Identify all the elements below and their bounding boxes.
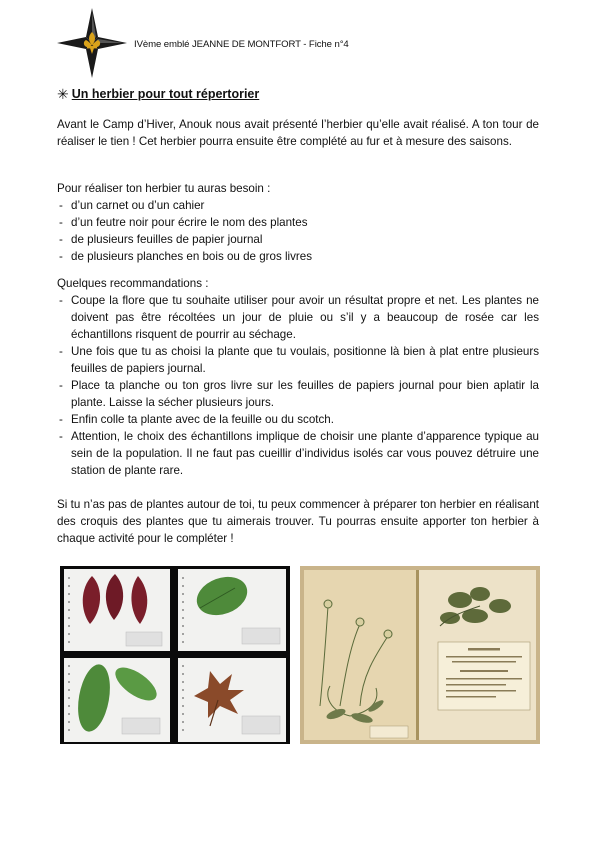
specimen-label — [438, 642, 530, 710]
herbarium-page-brown-leaf — [178, 658, 286, 742]
list-item: - d’un feutre noir pour écrire le nom des plantes — [57, 214, 539, 231]
list-item: - Une fois que tu as choisi la plante que tu voulais, positionne là bien à plat entre plusieurs feuilles de papiers journal. — [57, 343, 539, 377]
needs-label: Pour réaliser ton herbier tu auras besoin : — [57, 182, 271, 195]
herbarium-page-red-leaves — [64, 569, 170, 651]
page-header: IVème emblé JEANNE DE MONTFORT - Fiche n°4 — [134, 39, 349, 50]
intro-paragraph: Avant le Camp d’Hiver, Anouk nous avait présenté l’herbier qu’elle avait réalisé. A ton tour de réaliser le tien ! Cet herbier pourra ensuite être complété au fur et à mesure des saisons. — [57, 118, 539, 148]
list-item: - Enfin colle ta plante avec de la feuille ou du scotch. — [57, 411, 539, 428]
recommendations-list — [57, 292, 539, 479]
antique-herbarium-photo — [300, 566, 540, 744]
scout-logo — [57, 8, 127, 78]
list-item: - Attention, le choix des échantillons implique de choisir une plante d’apparence typique au sein de la population. Il ne faut pas cueillir d’individus isolés car vous pouvez détruire une station de plante rare. — [57, 428, 539, 479]
herbarium-pages-photo — [60, 566, 290, 744]
list-item: - d’un carnet ou d’un cahier — [57, 197, 539, 214]
list-item: - Coupe la flore que tu souhaite utiliser pour avoir un résultat propre et net. Les plantes ne doivent pas être récoltées un jour de pluie ou s’il y a beaucoup de rosée car les échantillons risquent de pourrir au séchage. — [57, 292, 539, 343]
fleur-de-lys-icon — [84, 32, 100, 54]
section-heading — [57, 87, 259, 101]
list-item: - Place ta planche ou ton gros livre sur les feuilles de papiers journal pour bien aplatir la plante. Laisse la sécher plusieurs jours. — [57, 377, 539, 411]
needs-list — [57, 197, 539, 265]
herbarium-page-green-leaves — [64, 658, 170, 742]
list-item: - de plusieurs planches en bois ou de gros livres — [57, 248, 539, 265]
list-item: - de plusieurs feuilles de papier journal — [57, 231, 539, 248]
herbarium-page-green-leaf — [178, 569, 286, 651]
page-title: Un herbier pour tout répertorier — [71, 87, 260, 101]
asterisk-icon: ✳ — [57, 86, 69, 102]
closing-paragraph: Si tu n’as pas de plantes autour de toi, tu peux commencer à préparer ton herbier en réalisant des croquis des plantes que tu aimerais trouver. Tu pourras ensuite apporter ton herbier à chaque activité pour le compléter ! — [57, 498, 539, 545]
recommendations-label: Quelques recommandations : — [57, 277, 209, 290]
